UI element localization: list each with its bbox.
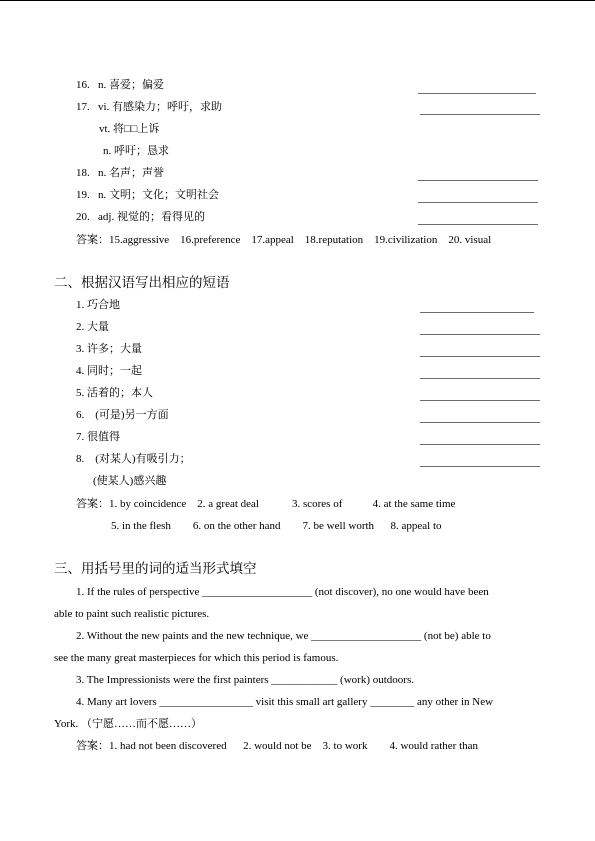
answer-blank[interactable]: [420, 114, 540, 115]
answer-blank[interactable]: [420, 466, 540, 467]
item-number: 16.: [76, 79, 90, 91]
section2-answer-line1: 答案：1. by coincidence 2. a great deal 3. scores of 4. at the same time: [76, 498, 456, 510]
answer-blank[interactable]: [418, 224, 538, 225]
section2-heading: 二、根据汉语写出相应的短语: [54, 275, 230, 290]
answer-blank[interactable]: [418, 93, 536, 94]
phrase-item-8: 8. (对某人)有吸引力；: [76, 453, 191, 465]
phrase-item-7: 7. 很值得: [76, 431, 120, 443]
section2-answer-line2: 5. in the flesh 6. on the other hand 7. be well worth 8. appeal to: [111, 520, 442, 532]
question-4-line1: 4. Many art lovers _________________ visit this small art gallery ________ any other in New: [76, 696, 494, 708]
answer-blank[interactable]: [420, 356, 540, 357]
phrase-item-1: 1. 巧合地: [76, 299, 120, 311]
phrase-item-5: 5. 活着的；本人: [76, 387, 153, 399]
answer-blank[interactable]: [420, 378, 540, 379]
question-2-line2: see the many great masterpieces for which this period is famous.: [54, 652, 339, 664]
vocab-item-17: [76, 100, 222, 114]
answer-blank[interactable]: [420, 334, 540, 335]
answer-blank[interactable]: [420, 312, 534, 313]
vocab-item-17-n: [103, 144, 169, 158]
question-1-line2: able to paint such realistic pictures.: [54, 608, 210, 620]
vocab-item-19: [76, 188, 219, 202]
answer-blank[interactable]: [420, 400, 540, 401]
item-number: 19.: [76, 189, 90, 201]
vocab-item-18: [76, 166, 164, 180]
answer-blank[interactable]: [420, 422, 540, 423]
question-4-line2: York. （宁愿……而不愿……）: [54, 718, 203, 730]
phrase-item-8-cont: (使某人)感兴趣: [93, 475, 167, 487]
item-text: vt. 将□□上诉: [99, 123, 160, 135]
item-number: 18.: [76, 167, 90, 179]
phrase-item-4: 4. 同时；一起: [76, 365, 142, 377]
question-1-line1: 1. If the rules of perspective ____________________ (not discover), no one would have been: [76, 586, 489, 598]
phrase-item-6: 6. (可是)另一方面: [76, 409, 169, 421]
phrase-item-2: 2. 大量: [76, 321, 109, 333]
item-text: adj. 视觉的；看得见的: [98, 211, 205, 223]
vocab-item-16: [76, 78, 164, 92]
vocab-answer: 答案：15.aggressive 16.preference 17.appeal 18.reputation 19.civilization 20. visual: [76, 234, 492, 246]
phrase-item-3: 3. 许多；大量: [76, 343, 142, 355]
item-text: n. 名声；声誉: [98, 167, 164, 179]
section3-heading: 三、用括号里的词的适当形式填空: [54, 561, 257, 576]
item-text: n. 文明；文化；文明社会: [98, 189, 219, 201]
question-2-line1: 2. Without the new paints and the new technique, we ____________________ (not be) able to: [76, 630, 491, 642]
question-3: 3. The Impressionists were the first painters ____________ (work) outdoors.: [76, 674, 414, 686]
item-text: n. 喜爱；偏爱: [98, 79, 164, 91]
item-number: 17.: [76, 101, 90, 113]
vocab-item-17-vt: [99, 122, 159, 136]
item-number: 20.: [76, 211, 90, 223]
vocab-item-20: [76, 210, 205, 224]
answer-blank[interactable]: [418, 180, 538, 181]
item-text: vi. 有感染力；呼吁，求助: [98, 101, 223, 113]
answer-blank[interactable]: [418, 202, 538, 203]
section3-answer: 答案：1. had not been discovered 2. would not be 3. to work 4. would rather than: [76, 740, 479, 752]
top-border: [0, 0, 595, 1]
answer-blank[interactable]: [420, 444, 540, 445]
item-text: n. 呼吁；恳求: [103, 145, 169, 157]
